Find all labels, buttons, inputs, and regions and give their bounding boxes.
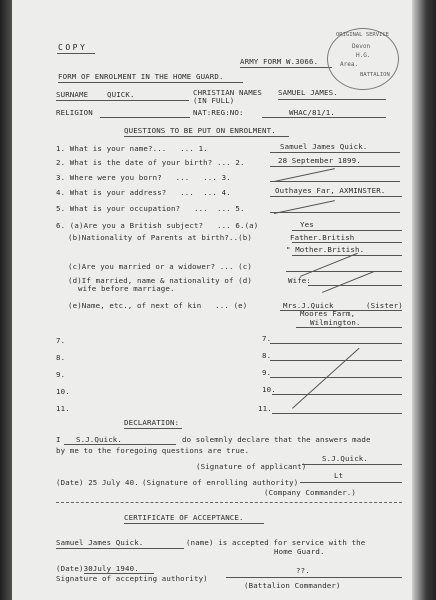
blank-right-9: 9. — [262, 368, 272, 377]
surname-value: QUICK. — [107, 90, 135, 99]
questions-heading: QUESTIONS TO BE PUT ON ENROLMENT. — [124, 126, 276, 135]
answer-6d-line — [308, 285, 402, 286]
answer-6e: Mrs.J.Quick — [283, 301, 334, 310]
accepting-authority-label: Signature of accepting authority) — [56, 574, 208, 583]
answer-6a-line — [292, 230, 402, 231]
blank-right-11-line — [272, 413, 402, 414]
enrolling-authority-signature: Lt — [334, 471, 344, 480]
declaration-heading: DECLARATION: — [124, 418, 180, 427]
blank-left-7: 7. — [56, 336, 66, 345]
blank-left-10: 10. — [56, 387, 70, 396]
answer-6e-addr2: Wilmington. — [310, 318, 361, 327]
answer-1-line — [270, 152, 400, 153]
declaration-heading-underline — [124, 428, 182, 429]
enrolling-authority-line — [300, 482, 402, 483]
answer-5-line — [270, 212, 400, 213]
blank-left-11: 11. — [56, 404, 70, 413]
natreg-value: WHAC/81/1. — [289, 108, 335, 117]
copy-heading: COPY — [58, 43, 88, 52]
certificate-text: (name) is accepted for service with the — [186, 538, 366, 547]
accepting-authority-line — [226, 577, 402, 578]
stamp-arc-bottom: BATTALION — [360, 72, 390, 78]
question-5: 5. What is your occupation? ... ... 5. — [56, 204, 245, 213]
certificate-name: Samuel James Quick. — [56, 538, 144, 547]
stamp-arc-top: ORIGINAL SERVICE — [336, 32, 389, 38]
applicant-signature-line — [302, 464, 402, 465]
form-number: ARMY FORM W.3066. — [240, 57, 319, 66]
answer-4-line — [270, 196, 402, 197]
copy-underline — [57, 53, 95, 54]
question-2: 2. What is the date of your birth? ... 2. — [56, 158, 245, 167]
declaration-text-1: do solemnly declare that the answers made — [182, 435, 371, 444]
christian-names-label2: (IN FULL) — [193, 96, 235, 105]
question-6d: (d)If married, name & nationality of (d) — [68, 276, 252, 285]
declaration-i: I — [56, 435, 61, 444]
stamp-line1: Devon — [352, 43, 371, 50]
surname-label: SURNAME — [56, 90, 89, 99]
blank-left-8: 8. — [56, 353, 66, 362]
form-title: FORM OF ENROLMENT IN THE HOME GUARD. — [58, 72, 224, 81]
declaration-name-line — [64, 444, 176, 445]
christian-names-line — [278, 99, 386, 100]
blank-right-10-line — [272, 394, 402, 395]
declaration-text-2: by me to the foregoing questions are true. — [56, 446, 250, 455]
certificate-heading-underline — [124, 523, 264, 524]
answer-6b-mother: " Mother.British. — [286, 245, 365, 254]
question-6e: (e)Name, etc., of next of kin ... (e) — [68, 301, 248, 310]
blank-right-11: 11. — [258, 404, 272, 413]
religion-line — [100, 117, 190, 118]
religion-label: RELIGION — [56, 108, 93, 117]
certificate-date: (Date)30July 1940. — [56, 564, 139, 573]
answer-2: 28 September 1899. — [278, 156, 361, 165]
answer-6b-father: Father.British — [290, 233, 355, 242]
christian-names-label: CHRISTIAN NAMES — [193, 88, 262, 97]
answer-6a: Yes — [300, 220, 314, 229]
battalion-stamp — [327, 28, 399, 90]
company-commander-label: (Company Commander.) — [264, 488, 356, 497]
form-number-underline — [240, 67, 332, 68]
certificate-heading: CERTIFICATE OF ACCEPTANCE. — [124, 513, 244, 522]
blank-right-9-line — [270, 377, 402, 378]
blank-right-8: 8. — [262, 351, 272, 360]
stamp-line3: Area. — [340, 61, 359, 68]
question-3: 3. Where were you born? ... ... 3. — [56, 173, 231, 182]
battalion-commander-label: (Battalion Commander) — [244, 581, 341, 590]
answer-1: Samuel James Quick. — [280, 142, 368, 151]
certificate-text-2: Home Guard. — [274, 547, 325, 556]
natreg-label: NAT:REG:NO: — [193, 108, 244, 117]
question-6a: 6. (a)Are you a British subject? ... 6.(a) — [56, 221, 259, 230]
certificate-name-line — [56, 548, 184, 549]
declaration-name: S.J.Quick. — [76, 435, 122, 444]
question-4: 4. What is your address? ... ... 4. — [56, 188, 231, 197]
natreg-line — [262, 117, 386, 118]
blank-right-7-line — [270, 343, 402, 344]
christian-names-value: SAMUEL JAMES. — [278, 88, 338, 97]
answer-2-line — [270, 166, 400, 167]
stamp-line2: H.G. — [356, 52, 371, 59]
answer-6e-addr-line — [296, 327, 402, 328]
blank-right-7: 7. — [262, 334, 272, 343]
answer-4: Outhayes Far, AXMINSTER. — [275, 186, 386, 195]
answer-6e-relation: (Sister) — [366, 301, 403, 310]
question-6d-line2: wife before marriage. — [78, 284, 175, 293]
answer-6c-line — [286, 271, 402, 272]
question-1: 1. What is your name?... ... 1. — [56, 144, 208, 153]
answer-6b-father-line — [292, 242, 402, 243]
scan-edge-right — [412, 0, 436, 600]
blank-right-10: 10. — [262, 385, 276, 394]
declaration-date: (Date) 25 July 40. — [56, 478, 139, 487]
blank-left-9: 9. — [56, 370, 66, 379]
accepting-authority-signature: ??. — [296, 566, 310, 575]
applicant-signature: S.J.Quick. — [322, 454, 368, 463]
questions-heading-underline — [124, 136, 289, 137]
enrolling-authority-label: (Signature of enrolling authority) — [142, 478, 299, 487]
blank-right-8-line — [270, 360, 402, 361]
applicant-signature-label: (Signature of applicant) — [196, 462, 307, 471]
answer-6d-label: Wife: — [288, 276, 311, 285]
answer-6e-addr1: Moores Farm, — [300, 309, 356, 318]
question-6b: (b)Nationality of Parents at birth?..(b) — [68, 233, 252, 242]
question-6c: (c)Are you married or a widower? ... (c) — [68, 262, 252, 271]
section-divider — [56, 502, 402, 503]
form-title-underline — [58, 82, 243, 83]
surname-line — [56, 100, 189, 101]
answer-3-line — [270, 181, 400, 182]
